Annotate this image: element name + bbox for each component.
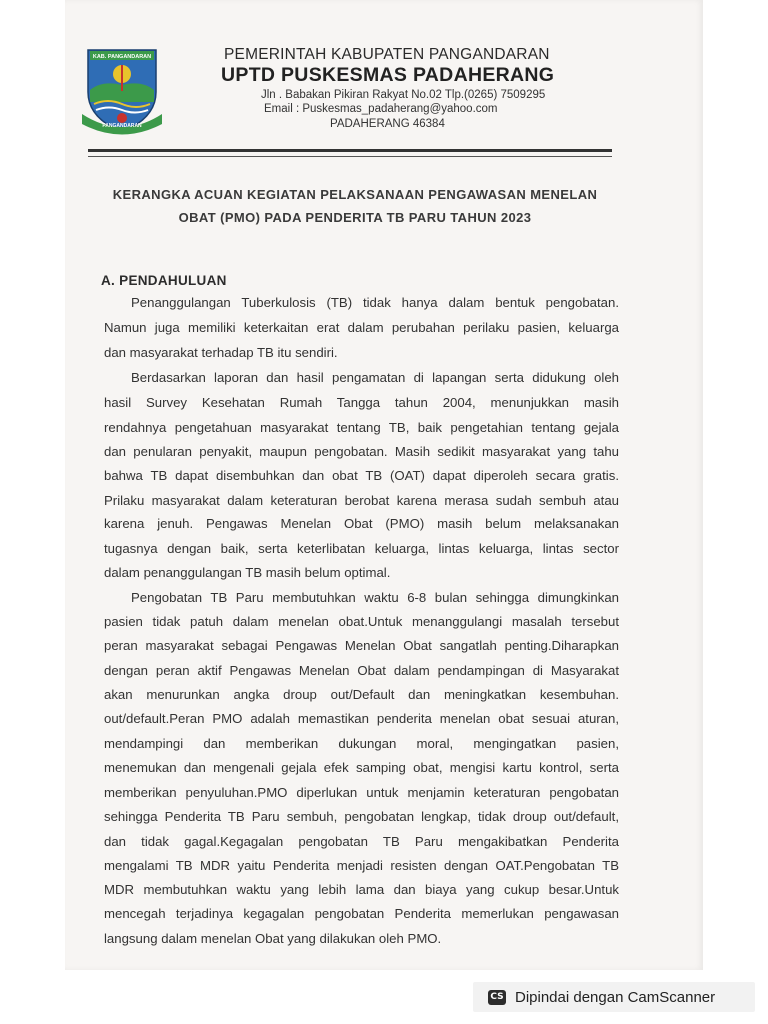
body-line: Penanggulangan Tuberkulosis (TB) tidak hanya dalam bentuk pengobatan.	[131, 295, 619, 310]
body-line: langsung dalam menelan Obat yang dilakukan oleh PMO.	[104, 931, 442, 946]
pangandaran-regency-logo	[82, 40, 162, 135]
section-heading: A. PENDAHULUAN	[101, 273, 227, 288]
body-line: MDR membutuhkan waktu yang lebih lama dan biaya yang cukup besar.Untuk	[104, 882, 619, 897]
body-line: peran masyarakat sebagai Pengawas Menelan Obat sangatlah penting.Diharapkan	[104, 638, 619, 653]
body-line: Namun juga memiliki keterkaitan erat dalam perubahan perilaku pasien, keluarga	[104, 320, 619, 335]
body-line: dengan peran aktif Pengawas Menelan Obat dalam pendampingan di Masyarakat	[104, 663, 619, 678]
letterhead-rule-thick	[88, 149, 612, 152]
organization-name: UPTD PUSKESMAS PADAHERANG	[221, 64, 555, 86]
camscanner-watermark	[473, 982, 755, 1012]
body-line: karena jenuh. Pengawas Menelan Obat (PMO) masih belum melaksanakan	[104, 516, 619, 531]
body-line: Berdasarkan laporan dan hasil pengamatan di lapangan serta didukung oleh	[131, 370, 619, 385]
address-line: Jln . Babakan Pikiran Rakyat No.02 Tlp.(0265) 7509295	[261, 89, 546, 101]
body-line: dan penularan penyakit, maupun pengobatan. Masih sedikit masyarakat yang tahu	[104, 444, 619, 459]
document-title-line-2: OBAT (PMO) PADA PENDERITA TB PARU TAHUN 2023	[178, 210, 532, 225]
body-line: tugasnya dengan baik, serta keterlibatan keluarga, lintas keluarga, lintas sector	[104, 541, 619, 556]
body-line: mencegah terjadinya kegagalan pengobatan Penderita memerlukan pengawasan	[104, 906, 619, 921]
logo-bottom-text: PANGANDARAN	[102, 123, 142, 129]
body-line: menemukan dan mengenali gejala efek samping obat, mengisi kartu kontrol, serta	[104, 760, 619, 775]
body-line: pasien tidak patuh dalam menelan obat.Untuk menanggulangi masalah tersebut	[104, 614, 619, 629]
body-line: dan tidak gagal.Kegagalan pengobatan TB Paru mengakibatkan Penderita	[104, 834, 619, 849]
government-name: PEMERINTAH KABUPATEN PANGANDARAN	[224, 46, 550, 63]
document-title-line-1: KERANGKA ACUAN KEGIATAN PELAKSANAAN PENGAWASAN MENELAN	[112, 187, 598, 202]
body-line: out/default.Peran PMO adalah memastikan penderita menelan obat sesuai aturan,	[104, 711, 619, 726]
email-line: Email : Puskesmas_padaherang@yahoo.com	[264, 103, 498, 115]
body-line: Prilaku masyarakat dalam keteraturan berobat karena merasa sudah sembuh atau	[104, 493, 619, 508]
body-line: memberikan penyuluhan.PMO diperlukan untuk menjamin keteraturan pengobatan	[104, 785, 619, 800]
body-line: dalam penanggulangan TB masih belum optimal.	[104, 565, 391, 580]
body-line: Pengobatan TB Paru membutuhkan waktu 6-8 bulan sehingga dimungkinkan	[131, 590, 619, 605]
letterhead-rule-thin	[88, 156, 612, 157]
camscanner-icon: CS	[488, 990, 506, 1005]
logo-top-text: KAB. PANGANDARAN	[92, 54, 152, 60]
body-line: mendampingi dan memberikan dukungan moral, mengingatkan pasien,	[104, 736, 619, 751]
body-line: dan masyarakat terhadap TB itu sendiri.	[104, 345, 338, 360]
body-line: mengalami TB MDR yaitu Penderita menjadi resisten dengan OAT.Pengobatan TB	[104, 858, 619, 873]
body-line: rendahnya pengetahuan masyarakat tentang TB, baik pengetahian tentang gejala	[104, 420, 619, 435]
body-line: hasil Survey Kesehatan Rumah Tangga tahun 2004, menunjukkan masih	[104, 395, 619, 410]
body-line: bahwa TB dapat disembuhkan dan obat TB (OAT) dapat diperoleh secara gratis.	[104, 468, 619, 483]
body-line: sehingga Penderita TB Paru sembuh, pengobatan lengkap, tidak droup out/default,	[104, 809, 619, 824]
body-line: akan menurunkan angka droup out/Default dan meningkatkan kesembuhan.	[104, 687, 619, 702]
postal-line: PADAHERANG 46384	[330, 118, 445, 130]
camscanner-text: Dipindai dengan CamScanner	[515, 988, 716, 1006]
